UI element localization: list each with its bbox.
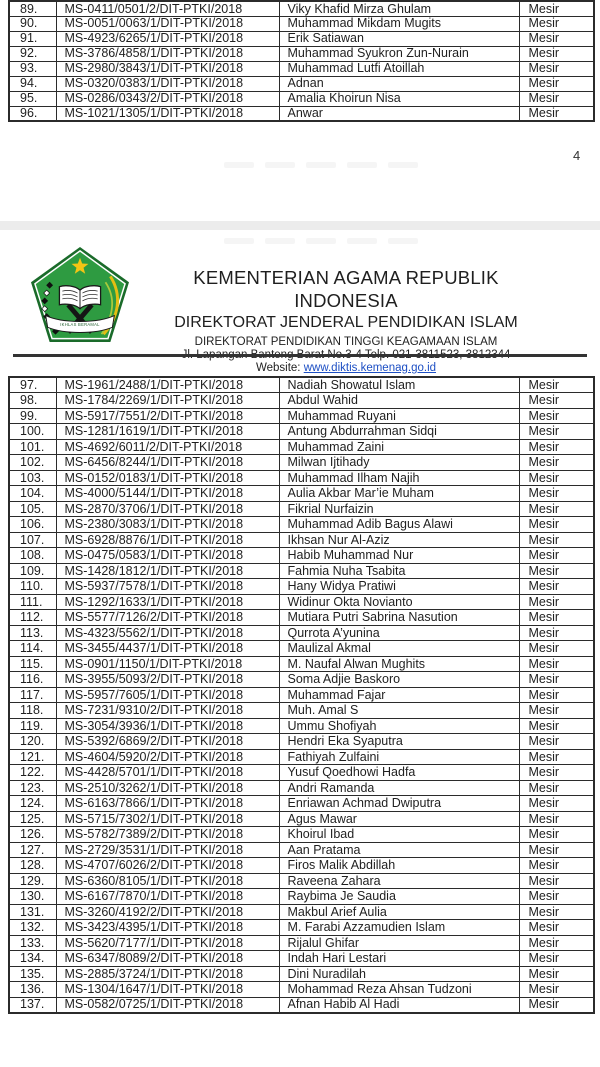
registration-code-cell: MS-5715/7302/1/DIT-PTKI/2018 bbox=[56, 811, 279, 827]
destination-country-cell: Mesir bbox=[519, 842, 594, 858]
destination-country-cell: Mesir bbox=[519, 703, 594, 719]
row-number-cell: 95. bbox=[9, 91, 56, 106]
row-number-cell: 91. bbox=[9, 31, 56, 46]
student-name-cell: Mutiara Putri Sabrina Nasution bbox=[279, 610, 519, 626]
table-row bbox=[9, 501, 594, 517]
table-row bbox=[9, 935, 594, 951]
registration-code-cell: MS-0320/0383/1/DIT-PTKI/2018 bbox=[56, 76, 279, 91]
table-row bbox=[9, 486, 594, 502]
destination-country-cell: Mesir bbox=[519, 796, 594, 812]
destination-country-cell: Mesir bbox=[519, 656, 594, 672]
student-name-cell: Yusuf Qoedhowi Hadfa bbox=[279, 765, 519, 781]
website-line bbox=[148, 362, 544, 375]
row-number-cell: 119. bbox=[9, 718, 56, 734]
student-name-cell: Dini Nuradilah bbox=[279, 966, 519, 982]
table-row bbox=[9, 594, 594, 610]
student-name-cell: Muhammad Zaini bbox=[279, 439, 519, 455]
table-row bbox=[9, 625, 594, 641]
student-name-cell: Afnan Habib Al Hadi bbox=[279, 997, 519, 1013]
letterhead-rule bbox=[13, 354, 587, 357]
registration-code-cell: MS-3955/5093/2/DIT-PTKI/2018 bbox=[56, 672, 279, 688]
row-number-cell: 124. bbox=[9, 796, 56, 812]
registration-code-cell: MS-6347/8089/2/DIT-PTKI/2018 bbox=[56, 951, 279, 967]
row-number-cell: 133. bbox=[9, 935, 56, 951]
row-number-cell: 134. bbox=[9, 951, 56, 967]
row-number-cell: 104. bbox=[9, 486, 56, 502]
logo-banner-text: IKHLAS BERAMAL bbox=[60, 321, 100, 327]
student-name-cell: Anwar bbox=[279, 106, 519, 121]
table-row bbox=[9, 920, 594, 936]
registration-code-cell: MS-1961/2488/1/DIT-PTKI/2018 bbox=[56, 377, 279, 393]
registration-code-cell: MS-2870/3706/1/DIT-PTKI/2018 bbox=[56, 501, 279, 517]
row-number-cell: 110. bbox=[9, 579, 56, 595]
row-number-cell: 128. bbox=[9, 858, 56, 874]
destination-country-cell: Mesir bbox=[519, 765, 594, 781]
registration-code-cell: MS-0152/0183/1/DIT-PTKI/2018 bbox=[56, 470, 279, 486]
student-name-cell: Agus Mawar bbox=[279, 811, 519, 827]
ministry-title: KEMENTERIAN AGAMA REPUBLIK INDONESIA bbox=[193, 267, 499, 311]
destination-country-cell: Mesir bbox=[519, 610, 594, 626]
table-row bbox=[9, 610, 594, 626]
registration-code-cell: MS-0475/0583/1/DIT-PTKI/2018 bbox=[56, 548, 279, 564]
row-number-cell: 112. bbox=[9, 610, 56, 626]
table-row bbox=[9, 377, 594, 393]
registration-code-cell: MS-3455/4437/1/DIT-PTKI/2018 bbox=[56, 641, 279, 657]
row-number-cell: 137. bbox=[9, 997, 56, 1013]
table-row bbox=[9, 61, 594, 76]
row-number-cell: 123. bbox=[9, 780, 56, 796]
student-table-page5 bbox=[8, 376, 595, 1014]
table-row bbox=[9, 424, 594, 440]
student-name-cell: Muhammad Lutfi Atoillah bbox=[279, 61, 519, 76]
table-row bbox=[9, 749, 594, 765]
student-name-cell: Muhammad Syukron Zun-Nurain bbox=[279, 46, 519, 61]
row-number-cell: 129. bbox=[9, 873, 56, 889]
table-row bbox=[9, 16, 594, 31]
student-name-cell: Raybima Je Saudia bbox=[279, 889, 519, 905]
table-row bbox=[9, 765, 594, 781]
row-number-cell: 135. bbox=[9, 966, 56, 982]
destination-country-cell: Mesir bbox=[519, 951, 594, 967]
row-number-cell: 89. bbox=[9, 1, 56, 16]
registration-code-cell: MS-5392/6869/2/DIT-PTKI/2018 bbox=[56, 734, 279, 750]
student-name-cell: Andri Ramanda bbox=[279, 780, 519, 796]
table-row bbox=[9, 951, 594, 967]
table-row bbox=[9, 796, 594, 812]
destination-country-cell: Mesir bbox=[519, 718, 594, 734]
destination-country-cell: Mesir bbox=[519, 91, 594, 106]
table-row bbox=[9, 687, 594, 703]
letterhead bbox=[148, 266, 544, 375]
student-name-cell: Rijalul Ghifar bbox=[279, 935, 519, 951]
row-number-cell: 115. bbox=[9, 656, 56, 672]
row-number-cell: 131. bbox=[9, 904, 56, 920]
destination-country-cell: Mesir bbox=[519, 687, 594, 703]
destination-country-cell: Mesir bbox=[519, 858, 594, 874]
row-number-cell: 93. bbox=[9, 61, 56, 76]
registration-code-cell: MS-0411/0501/2/DIT-PTKI/2018 bbox=[56, 1, 279, 16]
registration-code-cell: MS-1304/1647/1/DIT-PTKI/2018 bbox=[56, 982, 279, 998]
table-row bbox=[9, 548, 594, 564]
page-break-divider bbox=[0, 221, 600, 230]
row-number-cell: 101. bbox=[9, 439, 56, 455]
table-row bbox=[9, 672, 594, 688]
destination-country-cell: Mesir bbox=[519, 377, 594, 393]
destination-country-cell: Mesir bbox=[519, 61, 594, 76]
destination-country-cell: Mesir bbox=[519, 672, 594, 688]
student-name-cell: Milwan Ijtihady bbox=[279, 455, 519, 471]
destination-country-cell: Mesir bbox=[519, 749, 594, 765]
registration-code-cell: MS-2380/3083/1/DIT-PTKI/2018 bbox=[56, 517, 279, 533]
student-name-cell: Fathiyah Zulfaini bbox=[279, 749, 519, 765]
registration-code-cell: MS-5937/7578/1/DIT-PTKI/2018 bbox=[56, 579, 279, 595]
table-row bbox=[9, 718, 594, 734]
destination-country-cell: Mesir bbox=[519, 579, 594, 595]
table-row bbox=[9, 517, 594, 533]
table-row bbox=[9, 780, 594, 796]
registration-code-cell: MS-6928/8876/1/DIT-PTKI/2018 bbox=[56, 532, 279, 548]
row-number-cell: 125. bbox=[9, 811, 56, 827]
student-name-cell: Antung Abdurrahman Sidqi bbox=[279, 424, 519, 440]
student-name-cell: Muhammad Ilham Najih bbox=[279, 470, 519, 486]
student-name-cell: Indah Hari Lestari bbox=[279, 951, 519, 967]
student-name-cell: Hendri Eka Syaputra bbox=[279, 734, 519, 750]
row-number-cell: 90. bbox=[9, 16, 56, 31]
student-name-cell: Hany Widya Pratiwi bbox=[279, 579, 519, 595]
row-number-cell: 105. bbox=[9, 501, 56, 517]
destination-country-cell: Mesir bbox=[519, 827, 594, 843]
table-row bbox=[9, 858, 594, 874]
row-number-cell: 109. bbox=[9, 563, 56, 579]
destination-country-cell: Mesir bbox=[519, 455, 594, 471]
student-name-cell: Widinur Okta Novianto bbox=[279, 594, 519, 610]
registration-code-cell: MS-4323/5562/1/DIT-PTKI/2018 bbox=[56, 625, 279, 641]
table-row bbox=[9, 76, 594, 91]
registration-code-cell: MS-7231/9310/2/DIT-PTKI/2018 bbox=[56, 703, 279, 719]
table-row bbox=[9, 470, 594, 486]
table-row bbox=[9, 563, 594, 579]
registration-code-cell: MS-2980/3843/1/DIT-PTKI/2018 bbox=[56, 61, 279, 76]
row-number-cell: 117. bbox=[9, 687, 56, 703]
destination-country-cell: Mesir bbox=[519, 734, 594, 750]
row-number-cell: 132. bbox=[9, 920, 56, 936]
registration-code-cell: MS-4428/5701/1/DIT-PTKI/2018 bbox=[56, 765, 279, 781]
table-row bbox=[9, 873, 594, 889]
student-name-cell: Aan Pratama bbox=[279, 842, 519, 858]
registration-code-cell: MS-4923/6265/1/DIT-PTKI/2018 bbox=[56, 31, 279, 46]
student-name-cell: Maulizal Akmal bbox=[279, 641, 519, 657]
table-row bbox=[9, 455, 594, 471]
watermark-dashes bbox=[224, 238, 418, 244]
destination-country-cell: Mesir bbox=[519, 486, 594, 502]
destination-country-cell: Mesir bbox=[519, 904, 594, 920]
destination-country-cell: Mesir bbox=[519, 594, 594, 610]
student-name-cell: Nadiah Showatul Islam bbox=[279, 377, 519, 393]
destination-country-cell: Mesir bbox=[519, 811, 594, 827]
registration-code-cell: MS-5917/7551/2/DIT-PTKI/2018 bbox=[56, 408, 279, 424]
row-number-cell: 108. bbox=[9, 548, 56, 564]
student-table-page4 bbox=[8, 0, 595, 122]
registration-code-cell: MS-1292/1633/1/DIT-PTKI/2018 bbox=[56, 594, 279, 610]
student-name-cell: Viky Khafid Mirza Ghulam bbox=[279, 1, 519, 16]
student-name-cell: Enriawan Achmad Dwiputra bbox=[279, 796, 519, 812]
registration-code-cell: MS-1021/1305/1/DIT-PTKI/2018 bbox=[56, 106, 279, 121]
page-number: 4 bbox=[573, 148, 581, 163]
student-name-cell: Raveena Zahara bbox=[279, 873, 519, 889]
registration-code-cell: MS-4692/6011/2/DIT-PTKI/2018 bbox=[56, 439, 279, 455]
registration-code-cell: MS-3423/4395/1/DIT-PTKI/2018 bbox=[56, 920, 279, 936]
row-number-cell: 113. bbox=[9, 625, 56, 641]
table-row bbox=[9, 393, 594, 409]
table-row bbox=[9, 827, 594, 843]
row-number-cell: 114. bbox=[9, 641, 56, 657]
table-row bbox=[9, 106, 594, 121]
registration-code-cell: MS-6456/8244/1/DIT-PTKI/2018 bbox=[56, 455, 279, 471]
student-name-cell: M. Farabi Azzamudien Islam bbox=[279, 920, 519, 936]
registration-code-cell: MS-1281/1619/1/DIT-PTKI/2018 bbox=[56, 424, 279, 440]
destination-country-cell: Mesir bbox=[519, 920, 594, 936]
destination-country-cell: Mesir bbox=[519, 548, 594, 564]
registration-code-cell: MS-6167/7870/1/DIT-PTKI/2018 bbox=[56, 889, 279, 905]
website-label: Website: bbox=[255, 362, 301, 374]
registration-code-cell: MS-4000/5144/1/DIT-PTKI/2018 bbox=[56, 486, 279, 502]
row-number-cell: 122. bbox=[9, 765, 56, 781]
row-number-cell: 102. bbox=[9, 455, 56, 471]
table-row bbox=[9, 532, 594, 548]
destination-country-cell: Mesir bbox=[519, 408, 594, 424]
destination-country-cell: Mesir bbox=[519, 532, 594, 548]
registration-code-cell: MS-4604/5920/2/DIT-PTKI/2018 bbox=[56, 749, 279, 765]
registration-code-cell: MS-0582/0725/1/DIT-PTKI/2018 bbox=[56, 997, 279, 1013]
destination-country-cell: Mesir bbox=[519, 393, 594, 409]
student-name-cell: Mohammad Reza Ahsan Tudzoni bbox=[279, 982, 519, 998]
table-row bbox=[9, 1, 594, 16]
student-name-cell: Aulia Akbar Mar’ie Muham bbox=[279, 486, 519, 502]
destination-country-cell: Mesir bbox=[519, 424, 594, 440]
registration-code-cell: MS-5577/7126/2/DIT-PTKI/2018 bbox=[56, 610, 279, 626]
registration-code-cell: MS-0901/1150/1/DIT-PTKI/2018 bbox=[56, 656, 279, 672]
registration-code-cell: MS-1428/1812/1/DIT-PTKI/2018 bbox=[56, 563, 279, 579]
student-name-cell: Khoirul Ibad bbox=[279, 827, 519, 843]
row-number-cell: 120. bbox=[9, 734, 56, 750]
student-name-cell: Makbul Arief Aulia bbox=[279, 904, 519, 920]
destination-country-cell: Mesir bbox=[519, 31, 594, 46]
registration-code-cell: MS-0286/0343/2/DIT-PTKI/2018 bbox=[56, 91, 279, 106]
registration-code-cell: MS-3260/4192/2/DIT-PTKI/2018 bbox=[56, 904, 279, 920]
student-name-cell: Soma Adjie Baskoro bbox=[279, 672, 519, 688]
row-number-cell: 111. bbox=[9, 594, 56, 610]
destination-country-cell: Mesir bbox=[519, 501, 594, 517]
row-number-cell: 127. bbox=[9, 842, 56, 858]
table-row bbox=[9, 889, 594, 905]
row-number-cell: 92. bbox=[9, 46, 56, 61]
destination-country-cell: Mesir bbox=[519, 873, 594, 889]
table-row bbox=[9, 439, 594, 455]
student-name-cell: Abdul Wahid bbox=[279, 393, 519, 409]
destination-country-cell: Mesir bbox=[519, 780, 594, 796]
website-link[interactable]: www.diktis.kemenag.go.id bbox=[303, 362, 437, 374]
row-number-cell: 97. bbox=[9, 377, 56, 393]
student-name-cell: Qurrota A’yunina bbox=[279, 625, 519, 641]
student-name-cell: Muh. Amal S bbox=[279, 703, 519, 719]
row-number-cell: 100. bbox=[9, 424, 56, 440]
destination-country-cell: Mesir bbox=[519, 641, 594, 657]
row-number-cell: 96. bbox=[9, 106, 56, 121]
student-name-cell: Muhammad Fajar bbox=[279, 687, 519, 703]
student-name-cell: Fahmia Nuha Tsabita bbox=[279, 563, 519, 579]
table-row bbox=[9, 656, 594, 672]
destination-country-cell: Mesir bbox=[519, 76, 594, 91]
table-row bbox=[9, 966, 594, 982]
sub-directorate-title: DIREKTORAT PENDIDIKAN TINGGI KEAGAMAAN ISLAM bbox=[194, 336, 498, 348]
table-row bbox=[9, 982, 594, 998]
destination-country-cell: Mesir bbox=[519, 470, 594, 486]
registration-code-cell: MS-5620/7177/1/DIT-PTKI/2018 bbox=[56, 935, 279, 951]
destination-country-cell: Mesir bbox=[519, 625, 594, 641]
row-number-cell: 107. bbox=[9, 532, 56, 548]
registration-code-cell: MS-3054/3936/1/DIT-PTKI/2018 bbox=[56, 718, 279, 734]
destination-country-cell: Mesir bbox=[519, 982, 594, 998]
student-name-cell: M. Naufal Alwan Mughits bbox=[279, 656, 519, 672]
destination-country-cell: Mesir bbox=[519, 439, 594, 455]
registration-code-cell: MS-4707/6026/2/DIT-PTKI/2018 bbox=[56, 858, 279, 874]
row-number-cell: 106. bbox=[9, 517, 56, 533]
registration-code-cell: MS-2729/3531/1/DIT-PTKI/2018 bbox=[56, 842, 279, 858]
student-name-cell: Muhammad Mikdam Mugits bbox=[279, 16, 519, 31]
table-row bbox=[9, 46, 594, 61]
kemenag-logo-icon bbox=[27, 246, 133, 344]
registration-code-cell: MS-6360/8105/1/DIT-PTKI/2018 bbox=[56, 873, 279, 889]
registration-code-cell: MS-0051/0063/1/DIT-PTKI/2018 bbox=[56, 16, 279, 31]
destination-country-cell: Mesir bbox=[519, 16, 594, 31]
student-name-cell: Ikhsan Nur Al-Aziz bbox=[279, 532, 519, 548]
registration-code-cell: MS-5957/7605/1/DIT-PTKI/2018 bbox=[56, 687, 279, 703]
row-number-cell: 103. bbox=[9, 470, 56, 486]
row-number-cell: 94. bbox=[9, 76, 56, 91]
watermark-dashes bbox=[224, 162, 418, 168]
registration-code-cell: MS-6163/7866/1/DIT-PTKI/2018 bbox=[56, 796, 279, 812]
table-row bbox=[9, 842, 594, 858]
row-number-cell: 126. bbox=[9, 827, 56, 843]
registration-code-cell: MS-2885/3724/1/DIT-PTKI/2018 bbox=[56, 966, 279, 982]
destination-country-cell: Mesir bbox=[519, 563, 594, 579]
table-row bbox=[9, 641, 594, 657]
destination-country-cell: Mesir bbox=[519, 966, 594, 982]
row-number-cell: 130. bbox=[9, 889, 56, 905]
student-name-cell: Habib Muhammad Nur bbox=[279, 548, 519, 564]
student-name-cell: Firos Malik Abdillah bbox=[279, 858, 519, 874]
destination-country-cell: Mesir bbox=[519, 935, 594, 951]
student-name-cell: Fikrial Nurfaizin bbox=[279, 501, 519, 517]
table-row bbox=[9, 904, 594, 920]
destination-country-cell: Mesir bbox=[519, 1, 594, 16]
destination-country-cell: Mesir bbox=[519, 106, 594, 121]
student-name-cell: Amalia Khoirun Nisa bbox=[279, 91, 519, 106]
table-row bbox=[9, 408, 594, 424]
student-name-cell: Ummu Shofiyah bbox=[279, 718, 519, 734]
row-number-cell: 98. bbox=[9, 393, 56, 409]
table-row bbox=[9, 31, 594, 46]
row-number-cell: 99. bbox=[9, 408, 56, 424]
student-name-cell: Muhammad Adib Bagus Alawi bbox=[279, 517, 519, 533]
registration-code-cell: MS-2510/3262/1/DIT-PTKI/2018 bbox=[56, 780, 279, 796]
row-number-cell: 118. bbox=[9, 703, 56, 719]
row-number-cell: 121. bbox=[9, 749, 56, 765]
table-row bbox=[9, 91, 594, 106]
row-number-cell: 136. bbox=[9, 982, 56, 998]
student-name-cell: Adnan bbox=[279, 76, 519, 91]
student-name-cell: Muhammad Ruyani bbox=[279, 408, 519, 424]
table-row bbox=[9, 997, 594, 1013]
destination-country-cell: Mesir bbox=[519, 517, 594, 533]
registration-code-cell: MS-1784/2269/1/DIT-PTKI/2018 bbox=[56, 393, 279, 409]
row-number-cell: 116. bbox=[9, 672, 56, 688]
registration-code-cell: MS-3786/4858/1/DIT-PTKI/2018 bbox=[56, 46, 279, 61]
destination-country-cell: Mesir bbox=[519, 997, 594, 1013]
table-row bbox=[9, 734, 594, 750]
directorate-title: DIREKTORAT JENDERAL PENDIDIKAN ISLAM bbox=[174, 314, 518, 331]
table-row bbox=[9, 811, 594, 827]
registration-code-cell: MS-5782/7389/2/DIT-PTKI/2018 bbox=[56, 827, 279, 843]
destination-country-cell: Mesir bbox=[519, 46, 594, 61]
student-name-cell: Erik Satiawan bbox=[279, 31, 519, 46]
table-row bbox=[9, 579, 594, 595]
table-row bbox=[9, 703, 594, 719]
destination-country-cell: Mesir bbox=[519, 889, 594, 905]
